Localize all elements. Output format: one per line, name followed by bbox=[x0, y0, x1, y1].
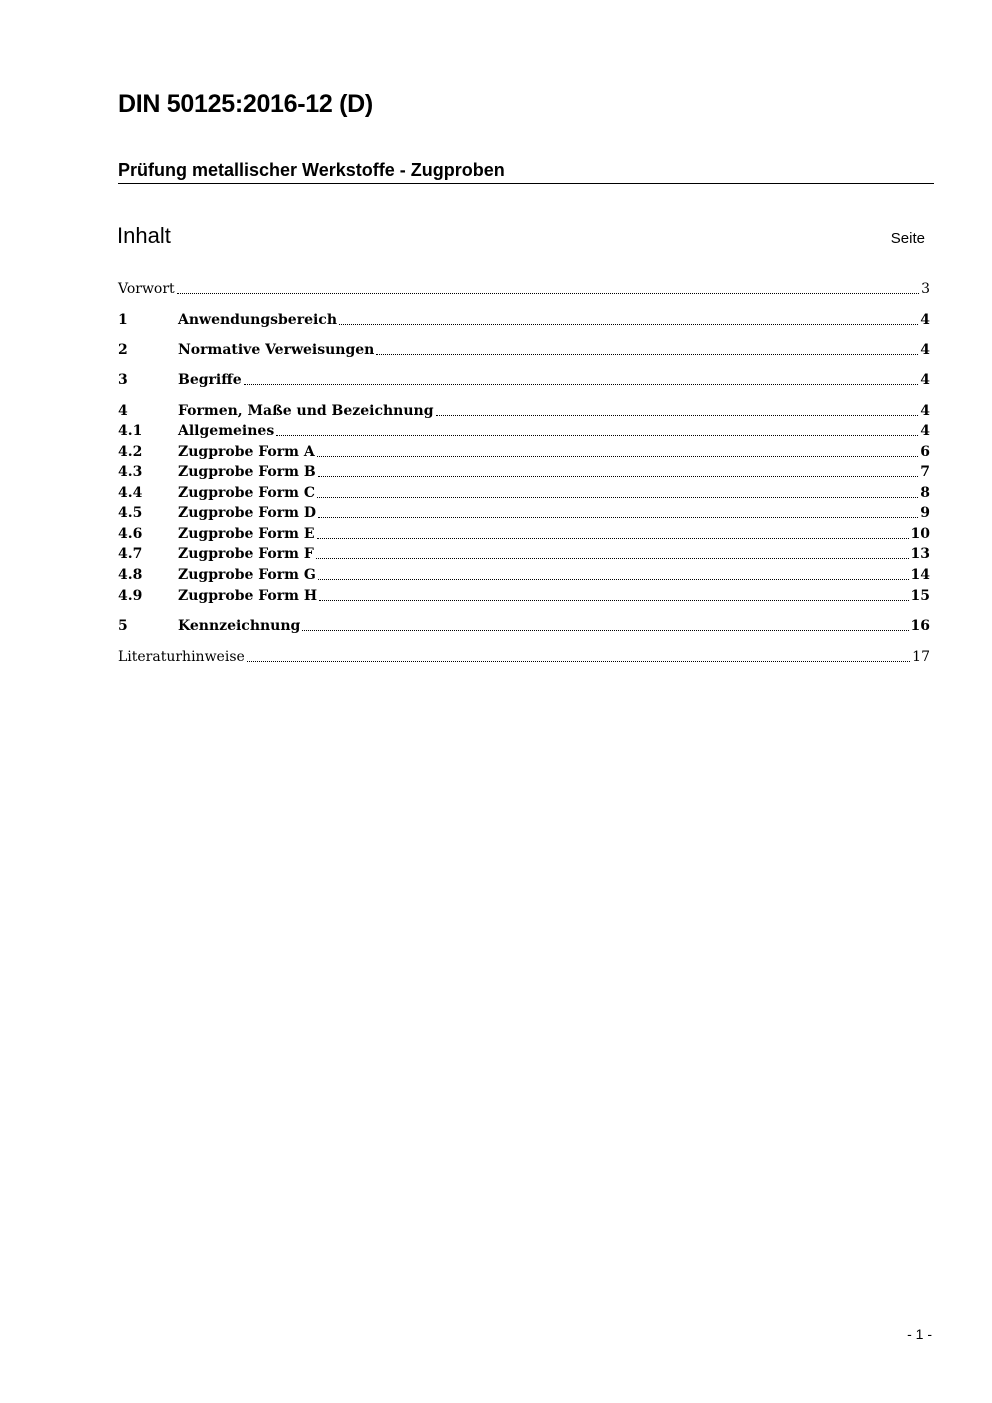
toc-entry-number: 2 bbox=[118, 342, 128, 358]
toc-leader-dots bbox=[302, 629, 908, 631]
toc-entry-number: 4.7 bbox=[118, 546, 143, 562]
toc-entry-page: 15 bbox=[910, 588, 930, 604]
toc-entry-4-4[interactable] bbox=[118, 483, 930, 503]
toc-entry-literaturhinweise[interactable] bbox=[118, 647, 930, 667]
toc-entry-title: Literaturhinweise bbox=[118, 649, 245, 665]
toc-entry-number: 5 bbox=[118, 618, 128, 634]
toc-entry-page: 10 bbox=[910, 526, 930, 542]
toc-entry-title: Formen, Maße und Bezeichnung bbox=[178, 403, 434, 419]
toc-entry-page: 8 bbox=[920, 485, 930, 501]
toc-entry-4-9[interactable] bbox=[118, 586, 930, 606]
toc-entry-title: Zugprobe Form E bbox=[178, 526, 315, 542]
toc-leader-dots bbox=[318, 578, 909, 580]
toc-leader-dots bbox=[177, 292, 919, 294]
toc-leader-dots bbox=[319, 599, 908, 601]
toc-leader-dots bbox=[317, 496, 918, 498]
toc-entry-number: 4.4 bbox=[118, 485, 143, 501]
toc-leader-dots bbox=[276, 434, 918, 436]
toc-entry-title: Zugprobe Form H bbox=[178, 588, 318, 604]
title-divider bbox=[118, 183, 934, 184]
toc-entry-title: Begriffe bbox=[178, 372, 242, 388]
toc-entry-number: 4.2 bbox=[118, 444, 143, 460]
toc-entry-number: 4 bbox=[118, 403, 128, 419]
toc-entry-page: 4 bbox=[920, 403, 930, 419]
toc-entry-number: 4.8 bbox=[118, 567, 143, 583]
toc-leader-dots bbox=[247, 660, 910, 662]
toc-entry-4-2[interactable] bbox=[118, 442, 930, 462]
toc-entry-page: 6 bbox=[920, 444, 930, 460]
document-title: DIN 50125:2016-12 (D) bbox=[118, 90, 373, 118]
toc-leader-dots bbox=[316, 557, 909, 559]
toc-entry-number: 3 bbox=[118, 372, 128, 388]
toc-entry-3[interactable] bbox=[118, 370, 930, 390]
toc-entry-number: 4.6 bbox=[118, 526, 143, 542]
toc-entry-number: 4.1 bbox=[118, 423, 143, 439]
toc-entry-page: 13 bbox=[910, 546, 930, 562]
toc-entry-number: 4.5 bbox=[118, 505, 143, 521]
toc-entry-page: 4 bbox=[920, 312, 930, 328]
toc-leader-dots bbox=[318, 475, 919, 477]
toc-entry-4-1[interactable] bbox=[118, 421, 930, 441]
toc-heading: Inhalt bbox=[117, 223, 171, 248]
toc-leader-dots bbox=[436, 414, 919, 416]
toc-entry-page: 14 bbox=[910, 567, 930, 583]
toc-entry-4-8[interactable] bbox=[118, 565, 930, 585]
toc-entry-page: 9 bbox=[920, 505, 930, 521]
toc-entry-title: Zugprobe Form C bbox=[178, 485, 315, 501]
toc-entry-4-3[interactable] bbox=[118, 462, 930, 482]
toc-entry-5[interactable] bbox=[118, 616, 930, 636]
toc-entry-4-5[interactable] bbox=[118, 503, 930, 523]
toc-entry-vorwort[interactable] bbox=[118, 279, 930, 299]
toc-entry-page: 17 bbox=[912, 649, 930, 665]
toc-entry-number: 1 bbox=[118, 312, 128, 328]
toc-leader-dots bbox=[339, 323, 918, 325]
toc-entry-page: 16 bbox=[910, 618, 930, 634]
toc-entry-title: Normative Verweisungen bbox=[178, 342, 375, 358]
toc-page-column-label: Seite bbox=[890, 230, 925, 247]
toc-entry-page: 3 bbox=[921, 281, 930, 297]
toc-entry-title: Kennzeichnung bbox=[178, 618, 301, 634]
toc-entry-title: Zugprobe Form A bbox=[178, 444, 315, 460]
toc-entry-title: Allgemeines bbox=[178, 423, 275, 439]
page-number: - 1 - bbox=[907, 1326, 932, 1342]
toc-entry-number: 4.3 bbox=[118, 464, 143, 480]
toc-entry-title: Zugprobe Form G bbox=[178, 567, 316, 583]
toc-entry-page: 7 bbox=[920, 464, 930, 480]
toc-leader-dots bbox=[376, 353, 918, 355]
toc-entry-4[interactable] bbox=[118, 401, 930, 421]
toc-leader-dots bbox=[318, 516, 918, 518]
toc-entry-4-6[interactable] bbox=[118, 524, 930, 544]
toc-entry-page: 4 bbox=[920, 342, 930, 358]
document-subtitle: Prüfung metallischer Werkstoffe - Zugproben bbox=[118, 160, 505, 180]
toc-entry-title: Anwendungsbereich bbox=[178, 312, 337, 328]
toc-leader-dots bbox=[317, 537, 909, 539]
toc-entry-1[interactable] bbox=[118, 310, 930, 330]
toc-entry-title: Vorwort bbox=[118, 281, 175, 297]
toc-leader-dots bbox=[317, 455, 919, 457]
toc-leader-dots bbox=[244, 383, 919, 385]
toc-entry-number: 4.9 bbox=[118, 588, 143, 604]
toc-entry-title: Zugprobe Form D bbox=[178, 505, 316, 521]
toc-entry-title: Zugprobe Form F bbox=[178, 546, 314, 562]
toc-entry-title: Zugprobe Form B bbox=[178, 464, 316, 480]
toc-entry-4-7[interactable] bbox=[118, 544, 930, 564]
toc-entry-page: 4 bbox=[920, 423, 930, 439]
toc-entry-2[interactable] bbox=[118, 340, 930, 360]
toc-entry-page: 4 bbox=[920, 372, 930, 388]
